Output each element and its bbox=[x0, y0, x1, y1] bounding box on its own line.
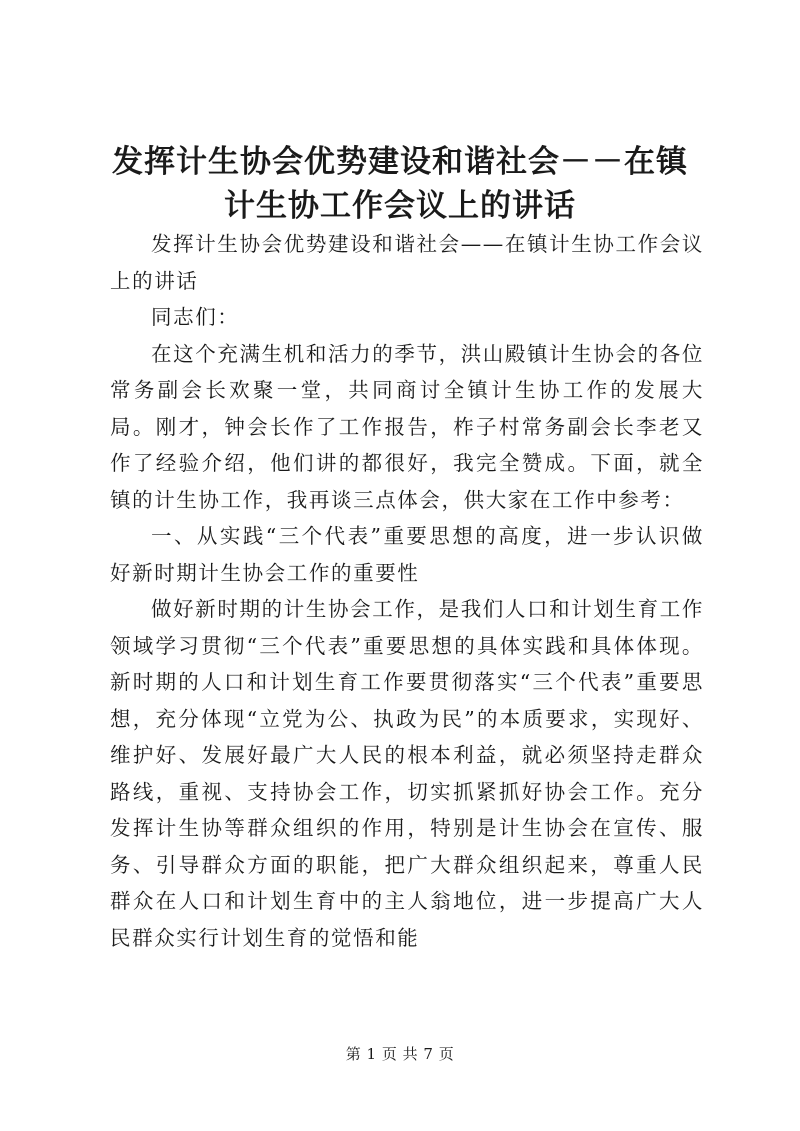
paragraph-subtitle: 发挥计生协会优势建设和谐社会——在镇计生协工作会议上的讲话 bbox=[110, 232, 704, 293]
paragraph-section-body: 做好新时期的计生协会工作，是我们人口和计划生育工作领域学习贯彻“三个代表”重要思想的具体实践和具体体现。新时期的人口和计划生育工作要贯彻落实“三个代表”重要思想，充分体现“立党为公、执政为民”的本质要求，实现好、维护好、发展好最广大人民的根本利益，就必须坚持走群众路线，重视、支持协会工作，切实抓紧抓好协会工作。充分发挥计生协等群众组织的作用，特别是计生协会在宣传、服务、引导群众方面的职能，把广大群众组织起来，尊重人民群众在人口和计划生育中的主人翁地位，进一步提高广大人民群众实行计划生育的觉悟和能 bbox=[110, 597, 704, 950]
paragraph-salutation: 同志们： bbox=[151, 305, 240, 329]
paragraph-intro: 在这个充满生机和活力的季节，洪山殿镇计生协会的各位常务副会长欢聚一堂，共同商讨全镇计生协工作的发展大局。刚才，钟会长作了工作报告，柞子村常务副会长李老又作了经验介绍，他们讲的都很好，我完全赞成。下面，就全镇的计生协工作，我再谈三点体会，供大家在工作中参考： bbox=[110, 341, 704, 512]
document-title: 发挥计生协会优势建设和谐社会－－在镇计生协工作会议上的讲话 bbox=[112, 144, 688, 224]
page-footer: 第 1 页 共 7 页 bbox=[345, 1045, 455, 1063]
document-body bbox=[110, 226, 704, 956]
paragraph-section-heading: 一、从实践“三个代表”重要思想的高度，进一步认识做好新时期计生协会工作的重要性 bbox=[110, 524, 704, 585]
